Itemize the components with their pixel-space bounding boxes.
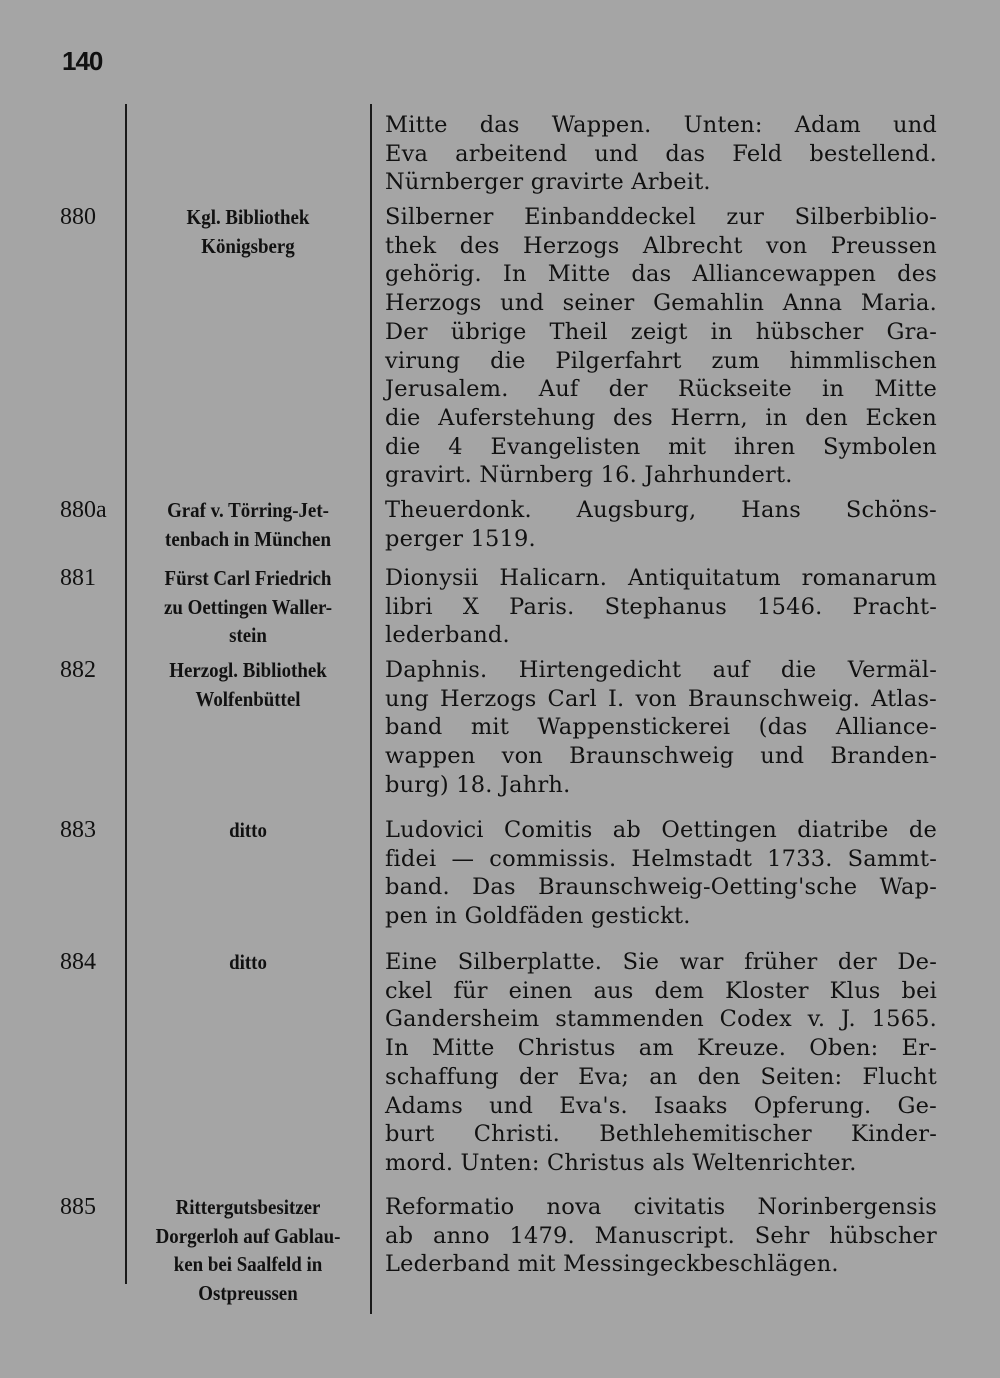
description-line: wappen von Braunschweig und Branden- — [385, 743, 937, 770]
entry-number: 885 — [60, 1194, 96, 1220]
entry-number: 880 — [60, 204, 96, 230]
entry-number: 882 — [60, 657, 96, 683]
page-number: 140 — [62, 46, 103, 76]
description-line: Der übrige Theil zeigt in hübscher Gra- — [385, 318, 937, 345]
description-line: Adams und Eva's. Isaaks Opferung. Ge- — [385, 1092, 937, 1119]
description-line: Eva arbeitend und das Feld bestellend. — [385, 140, 937, 167]
description-line: Silberner Einbanddeckel zur Silberbiblio- — [385, 204, 937, 230]
owner-line: Kgl. Bibliothek — [186, 205, 310, 229]
entry-description — [385, 496, 937, 553]
entry-owner — [144, 1193, 353, 1307]
description-line: Theuerdonk. Augsburg, Hans Schöns- — [385, 497, 937, 523]
entry-owner — [144, 656, 353, 713]
description-line: Dionysii Halicarn. Antiquitatum romanarum — [385, 565, 937, 591]
owner-line: Graf v. Törring-Jet- — [167, 498, 329, 522]
entry-description — [385, 111, 937, 197]
owner-line: Rittergutsbesitzer — [175, 1195, 321, 1219]
description-line: Lederband mit Messingeckbeschlägen. — [385, 1251, 839, 1278]
description-line: Daphnis. Hirtengedicht auf die Vermäl- — [385, 657, 937, 683]
owner-line: ditto — [229, 818, 267, 842]
owner-line: tenbach in München — [165, 526, 331, 551]
column-rule-right — [370, 104, 372, 1314]
description-line: Ludovici Comitis ab Oettingen diatribe de — [385, 817, 937, 843]
description-line: Nürnberger gravirte Arbeit. — [385, 169, 711, 196]
description-line: Herzogs und seiner Gemahlin Anna Maria. — [385, 290, 937, 317]
entry-description — [385, 564, 937, 650]
description-line: gehörig. In Mitte das Alliancewappen des — [385, 261, 937, 288]
entry-number: 883 — [60, 817, 96, 843]
entry-description — [385, 203, 937, 490]
description-line: burt Christi. Bethlehemitischer Kinder- — [385, 1121, 937, 1148]
description-line: burg) 18. Jahrh. — [385, 771, 571, 798]
description-line: Jerusalem. Auf der Rückseite in Mitte — [385, 376, 937, 403]
owner-line: Dorgerloh auf Gablau- — [155, 1223, 341, 1248]
description-line: Gandersheim stammenden Codex v. J. 1565. — [385, 1006, 937, 1033]
description-line: band. Das Braunschweig-Oetting'sche Wap- — [385, 874, 937, 901]
description-line: mord. Unten: Christus als Weltenrichter. — [385, 1149, 857, 1176]
entry-owner — [144, 496, 353, 553]
entry-number: 880a — [60, 497, 107, 523]
description-line: ab anno 1479. Manuscript. Sehr hübscher — [385, 1222, 937, 1249]
entry-owner — [144, 203, 353, 260]
description-line: virung die Pilgerfahrt zum himmlischen — [385, 347, 937, 374]
column-rule-left — [125, 104, 127, 1284]
entry-owner — [144, 564, 353, 650]
owner-line: Königsberg — [201, 233, 295, 258]
entry-owner — [144, 816, 353, 845]
description-line: schaffung der Eva; an den Seiten: Flucht — [385, 1063, 937, 1090]
description-line: gravirt. Nürnberg 16. Jahrhundert. — [385, 462, 793, 489]
owner-line: zu Oettingen Waller- — [164, 594, 332, 619]
description-line: lederband. — [385, 622, 510, 649]
description-line: pen in Goldfäden gestickt. — [385, 903, 691, 930]
description-line: Mitte das Wappen. Unten: Adam und — [385, 112, 937, 138]
owner-line: ken bei Saalfeld in — [173, 1252, 323, 1276]
description-line: band mit Wappenstickerei (das Alliance- — [385, 714, 937, 741]
description-line: ckel für einen aus dem Kloster Klus bei — [385, 977, 937, 1004]
entry-description — [385, 656, 937, 800]
description-line: Eine Silberplatte. Sie war früher der De- — [385, 949, 937, 975]
description-line: ung Herzogs Carl I. von Braunschweig. Atlas- — [385, 685, 937, 712]
description-line: Reformatio nova civitatis Norinbergensis — [385, 1194, 937, 1220]
owner-line: stein — [229, 623, 267, 647]
description-line: thek des Herzogs Albrecht von Preussen — [385, 232, 937, 259]
description-line: perger 1519. — [385, 525, 536, 552]
owner-line: Herzogl. Bibliothek — [169, 658, 327, 682]
entry-number: 881 — [60, 565, 96, 591]
description-line: In Mitte Christus am Kreuze. Oben: Er- — [385, 1035, 937, 1062]
owner-line: Ostpreussen — [198, 1280, 298, 1305]
description-line: libri X Paris. Stephanus 1546. Pracht- — [385, 593, 937, 620]
entry-description — [385, 948, 937, 1178]
entry-owner — [144, 948, 353, 977]
owner-line: Wolfenbüttel — [195, 686, 301, 711]
entry-description — [385, 816, 937, 931]
entry-number: 884 — [60, 949, 96, 975]
description-line: die 4 Evangelisten mit ihren Symbolen — [385, 433, 937, 460]
owner-line: Fürst Carl Friedrich — [164, 566, 332, 590]
description-line: die Auferstehung des Herrn, in den Ecken — [385, 404, 937, 431]
entry-description — [385, 1193, 937, 1279]
owner-line: ditto — [229, 950, 267, 974]
description-line: fidei — commissis. Helmstadt 1733. Sammt- — [385, 845, 937, 872]
